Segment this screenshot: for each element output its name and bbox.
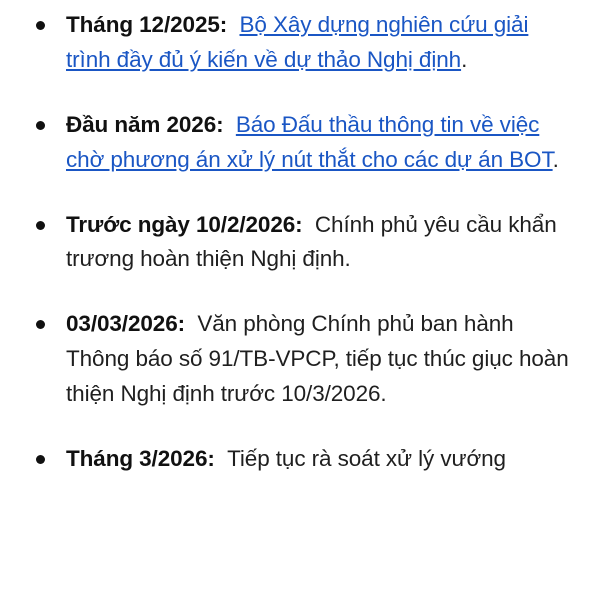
- item-rest-text: .: [461, 46, 468, 72]
- item-lead-label: Trước ngày 10/2/2026:: [66, 211, 303, 237]
- list-item: [22, 208, 574, 278]
- timeline-list: [22, 8, 574, 477]
- item-link[interactable]: Báo Đấu thầu thông tin về việc chờ phương án xử lý nút thắt cho các dự án BOT: [66, 111, 553, 172]
- item-link[interactable]: Bộ Xây dựng nghiên cứu giải trình đầy đủ ý kiến về dự thảo Nghị định: [66, 12, 529, 72]
- bullet-icon: [36, 455, 45, 464]
- list-item: [22, 108, 574, 178]
- item-rest-text: Văn phòng Chính phủ ban hành Thông báo số 91/TB-VPCP, tiếp tục thúc giục hoàn thiện Nghị định trước 10/3/2026.: [66, 311, 569, 406]
- list-item: [22, 8, 574, 78]
- list-item: [22, 307, 574, 412]
- item-lead-label: Tháng 12/2025:: [66, 12, 228, 37]
- item-lead-label: Tháng 3/2026:: [66, 445, 215, 471]
- bullet-icon: [36, 121, 45, 130]
- item-lead-label: Đầu năm 2026:: [66, 111, 224, 137]
- item-rest-text: Tiếp tục rà soát xử lý vướng: [227, 445, 506, 471]
- bullet-icon: [36, 221, 45, 230]
- list-item: [22, 442, 574, 477]
- item-rest-text: Chính phủ yêu cầu khẩn trương hoàn thiện Nghị định.: [66, 211, 557, 272]
- bullet-icon: [36, 21, 45, 30]
- item-lead-label: 03/03/2026:: [66, 311, 186, 337]
- item-rest-text: .: [552, 146, 559, 172]
- bullet-icon: [36, 320, 45, 329]
